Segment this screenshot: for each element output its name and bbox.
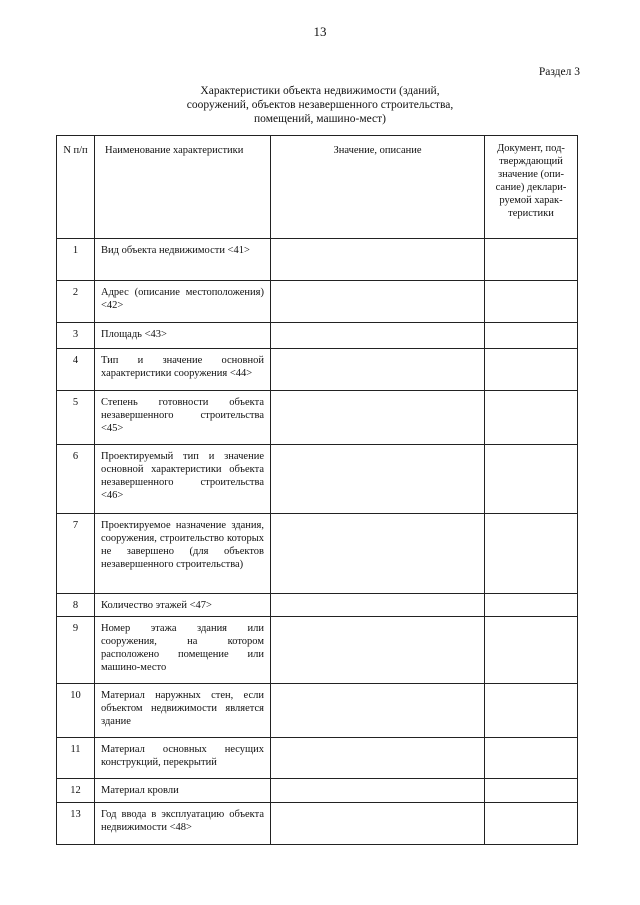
table-row xyxy=(57,281,578,323)
header-doc xyxy=(485,136,578,239)
row-number: 2 xyxy=(57,281,95,323)
table-row xyxy=(57,779,578,803)
row-number: 12 xyxy=(57,779,95,803)
value-cell[interactable] xyxy=(271,617,485,684)
section-label: Раздел 3 xyxy=(538,66,580,78)
value-cell[interactable] xyxy=(271,779,485,803)
characteristics-table xyxy=(56,135,578,845)
document-cell[interactable] xyxy=(485,779,578,803)
row-number: 6 xyxy=(57,445,95,514)
document-cell[interactable] xyxy=(485,239,578,281)
value-cell[interactable] xyxy=(271,684,485,738)
row-number: 3 xyxy=(57,323,95,349)
row-number: 13 xyxy=(57,803,95,845)
row-number: 9 xyxy=(57,617,95,684)
characteristic-name: Проектируемое назначение здания, сооружения, строительство которых не завершено (для объектов незавершенного строительства) xyxy=(95,514,271,594)
table-row xyxy=(57,323,578,349)
table-header-row xyxy=(57,136,578,239)
characteristic-name: Материал наружных стен, если объектом недвижимости является здание xyxy=(95,684,271,738)
table-row xyxy=(57,445,578,514)
characteristic-name: Год ввода в эксплуатацию объекта недвижимости <48> xyxy=(95,803,271,845)
table-row xyxy=(57,514,578,594)
document-cell[interactable] xyxy=(485,803,578,845)
row-number: 7 xyxy=(57,514,95,594)
document-cell[interactable] xyxy=(485,391,578,445)
header-doc-text: Документ, под- тверждающий значение (опи- сание) деклари- руемой харак- теристики xyxy=(495,143,567,219)
row-number: 5 xyxy=(57,391,95,445)
characteristic-name: Степень готовности объекта незавершенного строительства <45> xyxy=(95,391,271,445)
characteristic-name: Номер этажа здания или сооружения, на котором расположено помещение или машино-место xyxy=(95,617,271,684)
header-value: Значение, описание xyxy=(271,136,485,239)
characteristic-name: Вид объекта недвижимости <41> xyxy=(95,239,271,281)
value-cell[interactable] xyxy=(271,514,485,594)
page-number: 13 xyxy=(313,24,327,39)
row-number: 4 xyxy=(57,349,95,391)
value-cell[interactable] xyxy=(271,323,485,349)
document-cell[interactable] xyxy=(485,349,578,391)
table-row xyxy=(57,617,578,684)
row-number: 1 xyxy=(57,239,95,281)
characteristic-name: Материал основных несущих конструкций, перекрытий xyxy=(95,738,271,779)
table-row xyxy=(57,594,578,617)
document-cell[interactable] xyxy=(485,684,578,738)
document-cell[interactable] xyxy=(485,594,578,617)
value-cell[interactable] xyxy=(271,738,485,779)
document-cell[interactable] xyxy=(485,445,578,514)
row-number: 10 xyxy=(57,684,95,738)
document-cell[interactable] xyxy=(485,323,578,349)
characteristic-name: Тип и значение основной характеристики сооружения <44> xyxy=(95,349,271,391)
value-cell[interactable] xyxy=(271,281,485,323)
document-cell[interactable] xyxy=(485,281,578,323)
characteristic-name: Материал кровли xyxy=(95,779,271,803)
row-number: 11 xyxy=(57,738,95,779)
document-cell[interactable] xyxy=(485,514,578,594)
characteristic-name: Площадь <43> xyxy=(95,323,271,349)
document-cell[interactable] xyxy=(485,738,578,779)
value-cell[interactable] xyxy=(271,349,485,391)
value-cell[interactable] xyxy=(271,594,485,617)
value-cell[interactable] xyxy=(271,239,485,281)
table-row xyxy=(57,239,578,281)
table-row xyxy=(57,684,578,738)
table-row xyxy=(57,738,578,779)
table-row xyxy=(57,391,578,445)
table-row xyxy=(57,349,578,391)
document-title: Характеристики объекта недвижимости (зданий, сооружений, объектов незавершенного строительства, помещений, машино-мест) xyxy=(186,85,454,125)
document-cell[interactable] xyxy=(485,617,578,684)
row-number: 8 xyxy=(57,594,95,617)
table-row xyxy=(57,803,578,845)
header-num: N п/п xyxy=(57,136,95,239)
value-cell[interactable] xyxy=(271,445,485,514)
characteristic-name: Количество этажей <47> xyxy=(95,594,271,617)
characteristic-name: Проектируемый тип и значение основной характеристики объекта незавершенного строительства <46> xyxy=(95,445,271,514)
value-cell[interactable] xyxy=(271,803,485,845)
characteristic-name: Адрес (описание местоположения) <42> xyxy=(95,281,271,323)
value-cell[interactable] xyxy=(271,391,485,445)
header-name: Наименование характеристики xyxy=(95,136,271,239)
